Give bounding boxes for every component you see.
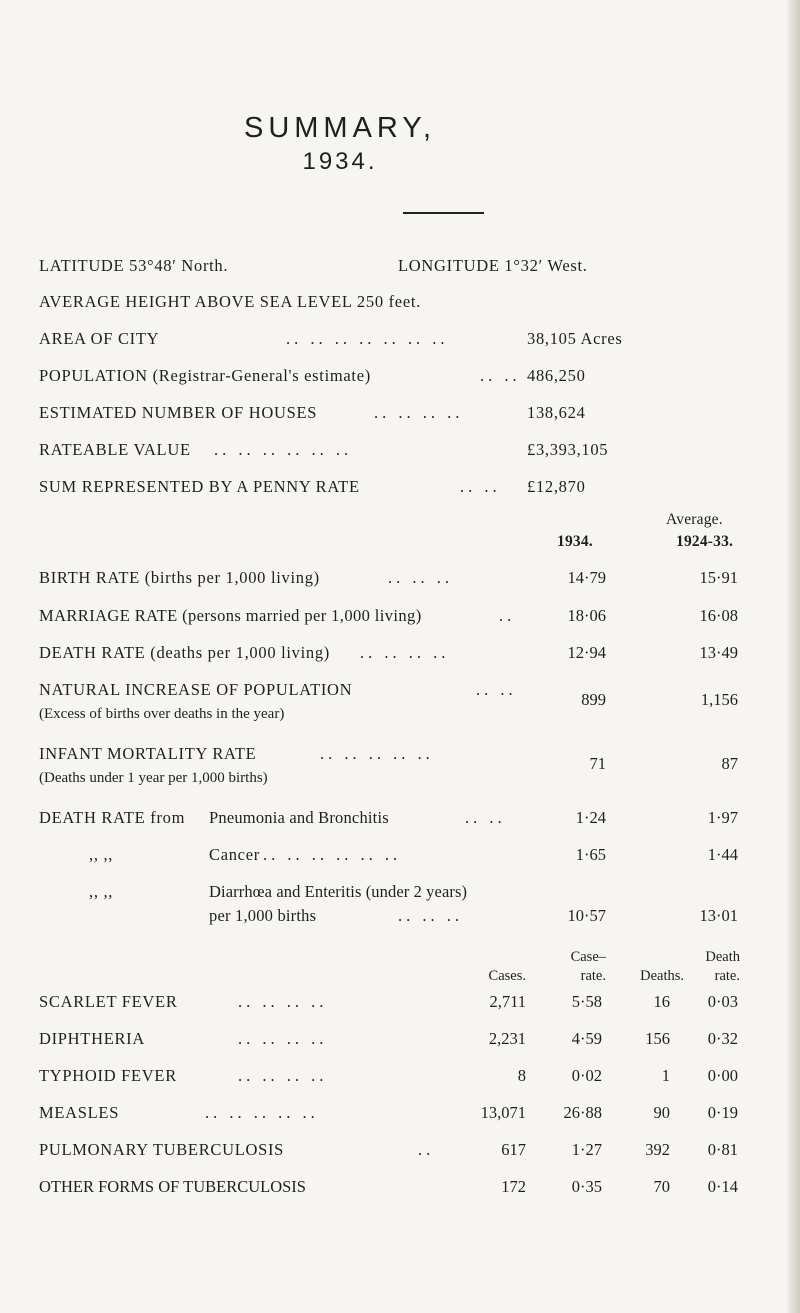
fact-label: POPULATION (Registrar-General's estimate) [39,366,371,385]
fact-value: £3,393,105 [527,440,609,459]
th-case-rate-1: Case– [570,949,606,965]
disease-case-rate: 0·35 [571,1177,602,1196]
current-year-header: 1934. [557,533,593,550]
rate-sublabel: (Deaths under 1 year per 1,000 births) [39,770,268,786]
disease-leader: .. .. .. .. [238,1066,328,1085]
disease-death-rate: 0·00 [707,1066,738,1085]
disease-leader: .. .. .. .. .. [205,1103,319,1122]
disease-cases: 2,231 [488,1029,526,1048]
death-rate-leader: .. .. .. [398,906,463,925]
page-edge-shadow [786,0,800,1313]
th-cases: Cases. [488,968,526,984]
th-death-rate-2: rate. [714,968,740,984]
disease-leader: .. .. .. .. [238,1029,328,1048]
average-header: Average. [666,511,723,528]
rate-1934: 18·06 [567,606,606,625]
disease-leader: .. [418,1140,435,1159]
death-rate-average: 13·01 [699,906,738,925]
disease-deaths: 90 [653,1103,670,1122]
latitude-line: LATITUDE 53°48′ North. [39,256,229,275]
disease-name: OTHER FORMS OF TUBERCULOSIS [39,1177,306,1196]
rate-1934: 71 [589,754,606,773]
rate-leader: .. .. .. .. [360,643,450,662]
rate-label: BIRTH RATE (births per 1,000 living) [39,568,320,587]
death-rate-1934: 1·24 [575,808,606,827]
disease-death-rate: 0·14 [707,1177,738,1196]
disease-name: PULMONARY TUBERCULOSIS [39,1140,285,1159]
rate-label: MARRIAGE RATE (persons married per 1,000 living) [39,606,422,625]
disease-name: TYPHOID FEVER [39,1066,177,1085]
fact-leader: .. .. [480,366,521,385]
death-rate-cause: Diarrhœa and Enteritis (under 2 years) [209,882,468,901]
disease-death-rate: 0·03 [707,992,738,1011]
fact-value: 138,624 [527,403,586,422]
rate-average: 13·49 [699,643,738,662]
page-title: SUMMARY, [243,112,437,144]
fact-value: £12,870 [527,477,586,496]
disease-death-rate: 0·19 [707,1103,738,1122]
death-rate-average: 1·97 [707,808,738,827]
period-header: 1924-33. [676,533,734,550]
fact-label: SUM REPRESENTED BY A PENNY RATE [39,477,360,496]
disease-deaths: 70 [653,1177,670,1196]
ditto-marks: ,, ,, [89,882,114,901]
disease-case-rate: 5·58 [571,992,602,1011]
fact-label: ESTIMATED NUMBER OF HOUSES [39,403,318,422]
rate-average: 1,156 [700,690,738,709]
fact-value: 38,105 Acres [527,329,623,348]
page-year: 1934. [302,148,378,175]
rate-leader: .. .. .. .. .. [320,744,434,763]
disease-death-rate: 0·32 [707,1029,738,1048]
rate-sublabel: (Excess of births over deaths in the year) [39,706,285,722]
disease-case-rate: 4·59 [571,1029,602,1048]
disease-leader: .. .. .. .. [238,992,328,1011]
disease-deaths: 16 [653,992,670,1011]
ditto-marks: ,, ,, [89,845,114,864]
rate-average: 15·91 [699,568,738,587]
disease-cases: 13,071 [480,1103,526,1122]
disease-case-rate: 26·88 [563,1103,602,1122]
disease-case-rate: 0·02 [571,1066,602,1085]
death-rate-subcause: per 1,000 births [209,906,317,925]
th-death-rate-1: Death [705,949,740,965]
disease-name: SCARLET FEVER [39,992,178,1011]
fact-leader: .. .. .. .. .. .. .. [286,329,449,348]
rate-leader: .. [499,606,516,625]
rate-1934: 12·94 [567,643,606,662]
disease-deaths: 156 [645,1029,670,1048]
disease-cases: 8 [517,1066,526,1085]
rate-1934: 14·79 [567,568,606,587]
disease-deaths: 1 [661,1066,670,1085]
disease-death-rate: 0·81 [707,1140,738,1159]
death-rate-cause: Cancer [209,845,260,864]
disease-name: MEASLES [39,1103,120,1122]
disease-name: DIPHTHERIA [39,1029,145,1048]
rate-leader: .. .. .. [388,568,453,587]
th-deaths: Deaths. [640,968,684,984]
disease-cases: 617 [501,1140,526,1159]
fact-leader: .. .. .. .. .. .. [214,440,353,459]
disease-cases: 2,711 [489,992,526,1011]
death-rate-prefix: DEATH RATE from [39,808,186,827]
rate-leader: .. .. [476,680,517,699]
fact-leader: .. .. [460,477,501,496]
death-rate-1934: 10·57 [567,906,606,925]
longitude-line: LONGITUDE 1°32′ West. [398,256,588,275]
fact-label: RATEABLE VALUE [39,440,191,459]
fact-leader: .. .. .. .. [374,403,464,422]
rate-1934: 899 [581,690,606,709]
disease-cases: 172 [501,1177,526,1196]
rate-average: 16·08 [699,606,738,625]
death-rate-leader: .. .. .. .. .. .. [263,845,402,864]
th-case-rate-2: rate. [580,968,606,984]
death-rate-cause: Pneumonia and Bronchitis [209,808,389,827]
height-line: AVERAGE HEIGHT ABOVE SEA LEVEL 250 feet. [39,292,421,311]
death-rate-1934: 1·65 [575,845,606,864]
fact-label: AREA OF CITY [39,329,160,348]
disease-deaths: 392 [645,1140,670,1159]
fact-value: 486,250 [527,366,586,385]
rate-average: 87 [721,754,738,773]
disease-case-rate: 1·27 [571,1140,602,1159]
rate-label: DEATH RATE (deaths per 1,000 living) [39,643,330,662]
death-rate-average: 1·44 [707,845,738,864]
title-divider [403,212,484,214]
rate-label: NATURAL INCREASE OF POPULATION [39,680,353,699]
death-rate-leader: .. .. [465,808,506,827]
rate-label: INFANT MORTALITY RATE [39,744,257,763]
